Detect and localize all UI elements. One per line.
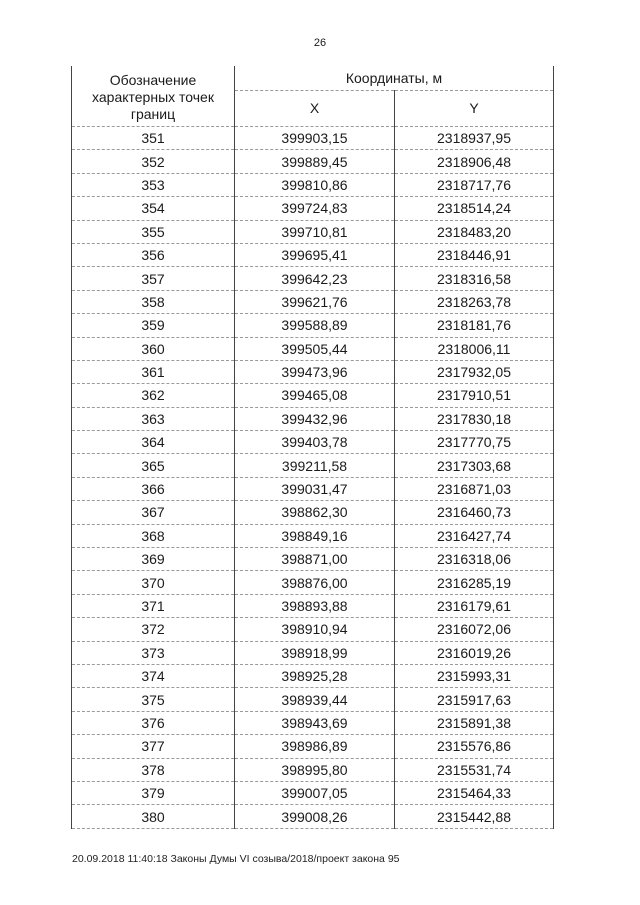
table-row [72,150,554,173]
table-row [72,431,554,454]
x-coordinate-cell: 398918,99 [235,641,395,664]
point-id-cell: 374 [72,664,235,687]
table-row [72,548,554,571]
y-coordinate-cell: 2315531,74 [395,758,554,781]
x-coordinate-cell: 399810,86 [235,173,395,196]
x-coordinate-cell: 399008,26 [235,805,395,828]
x-coordinate-cell: 399505,44 [235,337,395,360]
y-coordinate-cell: 2318263,78 [395,290,554,313]
y-coordinate-cell: 2316072,06 [395,618,554,641]
y-coordinate-cell: 2315442,88 [395,805,554,828]
x-coordinate-cell: 398871,00 [235,548,395,571]
table-row [72,688,554,711]
y-coordinate-cell: 2316871,03 [395,477,554,500]
y-coordinate-cell: 2318181,76 [395,314,554,337]
x-coordinate-cell: 399889,45 [235,150,395,173]
x-coordinate-cell: 398910,94 [235,618,395,641]
table-row [72,290,554,313]
table-row [72,641,554,664]
table-row [72,337,554,360]
table-body [72,127,554,829]
table-row [72,407,554,430]
x-coordinate-cell: 399403,78 [235,431,395,454]
table-row [72,735,554,758]
point-id-cell: 363 [72,407,235,430]
point-id-cell: 372 [72,618,235,641]
y-coordinate-cell: 2318316,58 [395,267,554,290]
y-column-header: Y [395,91,554,127]
point-id-cell: 352 [72,150,235,173]
x-coordinate-cell: 398849,16 [235,524,395,547]
y-coordinate-cell: 2318906,48 [395,150,554,173]
point-id-cell: 368 [72,524,235,547]
table-row [72,127,554,150]
point-id-cell: 357 [72,267,235,290]
point-id-cell: 369 [72,548,235,571]
table-row [72,758,554,781]
point-id-cell: 359 [72,314,235,337]
table-row [72,711,554,734]
x-coordinate-cell: 399695,41 [235,243,395,266]
point-id-cell: 362 [72,384,235,407]
table-row [72,173,554,196]
x-coordinate-cell: 398943,69 [235,711,395,734]
x-coordinate-cell: 399710,81 [235,220,395,243]
table-row [72,360,554,383]
table-row [72,384,554,407]
coordinates-header: Координаты, м [235,66,554,91]
x-coordinate-cell: 399007,05 [235,781,395,804]
y-coordinate-cell: 2316179,61 [395,594,554,617]
y-coordinate-cell: 2317932,05 [395,360,554,383]
point-id-cell: 370 [72,571,235,594]
x-coordinate-cell: 399465,08 [235,384,395,407]
y-coordinate-cell: 2318937,95 [395,127,554,150]
table-row [72,454,554,477]
y-coordinate-cell: 2317910,51 [395,384,554,407]
table-header [72,66,554,127]
table-row [72,243,554,266]
y-coordinate-cell: 2315464,33 [395,781,554,804]
y-coordinate-cell: 2316019,26 [395,641,554,664]
point-id-cell: 376 [72,711,235,734]
point-id-cell: 354 [72,197,235,220]
point-id-cell: 373 [72,641,235,664]
table-row [72,197,554,220]
x-coordinate-cell: 398939,44 [235,688,395,711]
x-coordinate-cell: 398995,80 [235,758,395,781]
x-coordinate-cell: 398986,89 [235,735,395,758]
y-coordinate-cell: 2315993,31 [395,664,554,687]
y-coordinate-cell: 2316285,19 [395,571,554,594]
footer-stamp: 20.09.2018 11:40:18 Законы Думы VI созыва/2018/проект закона 95 [72,853,400,865]
x-coordinate-cell: 399903,15 [235,127,395,150]
point-id-cell: 366 [72,477,235,500]
y-coordinate-cell: 2318006,11 [395,337,554,360]
y-coordinate-cell: 2315891,38 [395,711,554,734]
point-id-cell: 358 [72,290,235,313]
table-row [72,501,554,524]
x-coordinate-cell: 399642,23 [235,267,395,290]
point-id-cell: 351 [72,127,235,150]
x-coordinate-cell: 398876,00 [235,571,395,594]
point-id-cell: 371 [72,594,235,617]
table-row [72,267,554,290]
coordinates-table [71,66,554,829]
table-row [72,524,554,547]
table-row [72,571,554,594]
point-id-cell: 367 [72,501,235,524]
y-coordinate-cell: 2316318,06 [395,548,554,571]
y-coordinate-cell: 2318483,20 [395,220,554,243]
point-id-cell: 360 [72,337,235,360]
x-coordinate-cell: 399031,47 [235,477,395,500]
y-coordinate-cell: 2318514,24 [395,197,554,220]
page-number: 26 [313,37,327,49]
table-row [72,220,554,243]
x-coordinate-cell: 398925,28 [235,664,395,687]
point-id-cell: 379 [72,781,235,804]
y-coordinate-cell: 2316427,74 [395,524,554,547]
y-coordinate-cell: 2317770,75 [395,431,554,454]
point-id-cell: 365 [72,454,235,477]
point-id-cell: 364 [72,431,235,454]
y-coordinate-cell: 2316460,73 [395,501,554,524]
y-coordinate-cell: 2317830,18 [395,407,554,430]
table-row [72,805,554,828]
point-id-cell: 355 [72,220,235,243]
point-id-cell: 375 [72,688,235,711]
x-coordinate-cell: 398893,88 [235,594,395,617]
point-column-header: Обозначение характерных точек границ [72,66,235,127]
x-coordinate-cell: 399211,58 [235,454,395,477]
table-row [72,594,554,617]
table-row [72,664,554,687]
table-row [72,477,554,500]
y-coordinate-cell: 2315917,63 [395,688,554,711]
x-coordinate-cell: 399473,96 [235,360,395,383]
x-coordinate-cell: 399432,96 [235,407,395,430]
y-coordinate-cell: 2315576,86 [395,735,554,758]
x-coordinate-cell: 399724,83 [235,197,395,220]
point-id-cell: 377 [72,735,235,758]
table-row [72,781,554,804]
x-coordinate-cell: 399588,89 [235,314,395,337]
x-coordinate-cell: 398862,30 [235,501,395,524]
table-row [72,314,554,337]
y-coordinate-cell: 2317303,68 [395,454,554,477]
table-row [72,618,554,641]
x-coordinate-cell: 399621,76 [235,290,395,313]
y-coordinate-cell: 2318717,76 [395,173,554,196]
point-id-cell: 361 [72,360,235,383]
x-column-header: X [235,91,395,127]
point-id-cell: 378 [72,758,235,781]
y-coordinate-cell: 2318446,91 [395,243,554,266]
point-id-cell: 380 [72,805,235,828]
point-id-cell: 356 [72,243,235,266]
point-id-cell: 353 [72,173,235,196]
